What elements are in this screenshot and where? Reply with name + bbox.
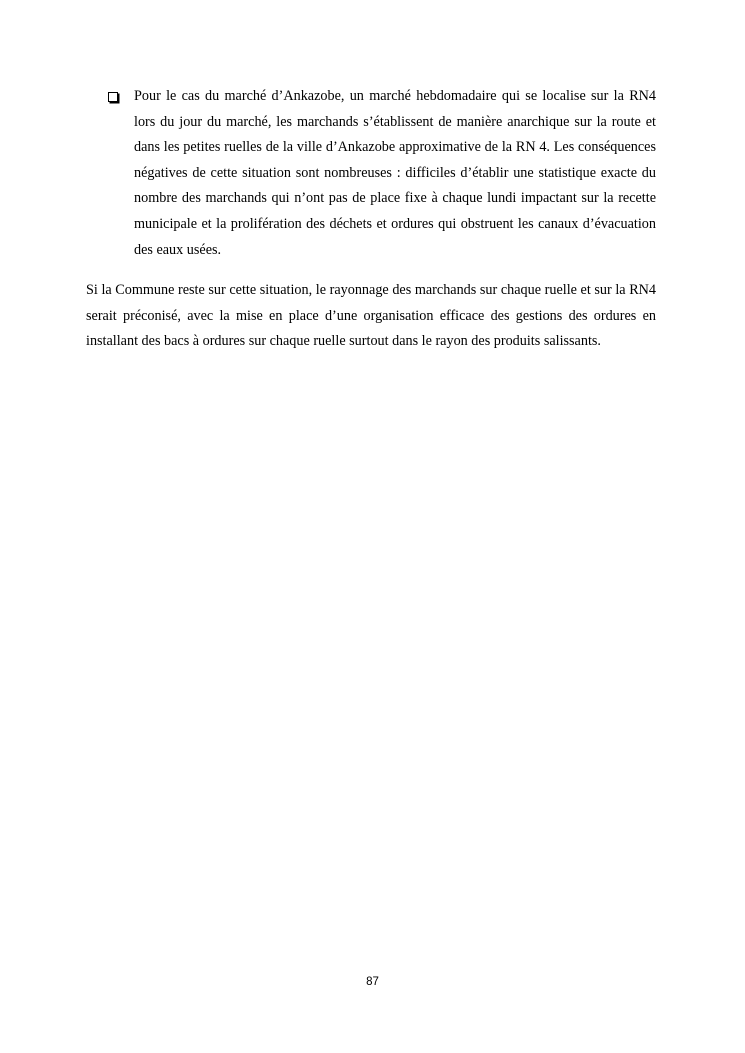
page-number: 87 <box>366 976 379 988</box>
body-paragraph: Si la Commune reste sur cette situation, le rayonnage des marchands sur chaque ruelle et sur la RN4 serait préconisé, avec la mise en place d’une organisation efficace des gestions des ordures en installant des bacs à ordures sur chaque ruelle surtout dans le rayon des produits salissants. <box>86 282 656 350</box>
bullet-item-text: Pour le cas du marché d’Ankazobe, un marché hebdomadaire qui se localise sur la RN4 lors du jour du marché, les marchands s’établissent de manière anarchique sur la route et dans les petites ruelles de la ville d’Ankazobe approximative de la RN 4. Les conséquences négatives de cette situation sont nombreuses : difficiles d’établir une statistique exacte du nombre des marchands qui n’ont pas de place fixe à chaque lundi impactant sur la recette municipale et la prolifération des déchets et ordures qui obstruent les canaux d’évacuation des eaux usées. <box>134 88 656 258</box>
bullet-list-item <box>108 84 656 263</box>
checkbox-square-icon <box>108 92 118 102</box>
